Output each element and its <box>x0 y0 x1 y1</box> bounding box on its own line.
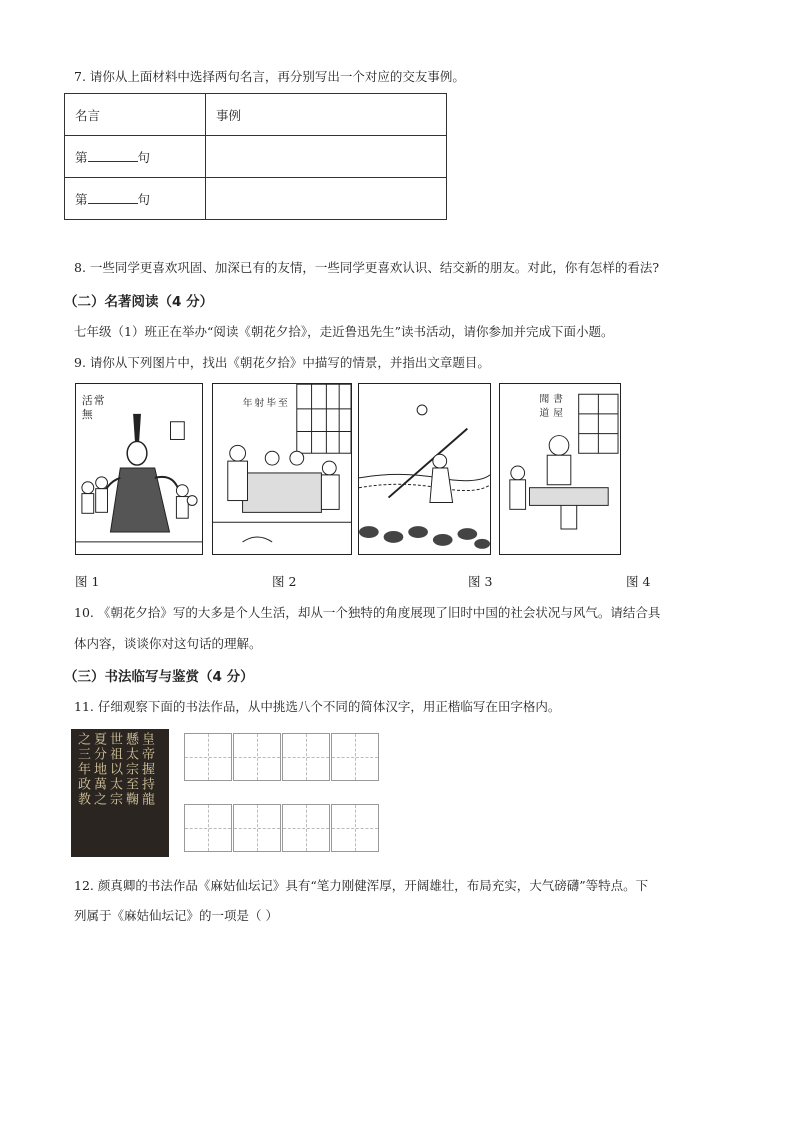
table-cell-example[interactable] <box>206 136 447 178</box>
tianzige-row-1 <box>184 733 380 781</box>
tianzige-cell[interactable] <box>331 804 379 852</box>
svg-text:毕: 毕 <box>266 397 277 409</box>
svg-text:活: 活 <box>81 394 93 408</box>
tianzige-cell[interactable] <box>282 733 330 781</box>
cell-suffix: 句 <box>137 149 151 165</box>
figure-2-caption: 图 2 <box>272 574 297 589</box>
figure-4-image <box>499 383 621 555</box>
svg-text:常: 常 <box>93 394 105 408</box>
svg-text:年: 年 <box>242 397 253 409</box>
svg-text:聞: 聞 <box>539 394 550 406</box>
figure-4-caption: 图 4 <box>626 574 651 589</box>
figure-1-caption: 图 1 <box>75 574 100 589</box>
q10-text-line1: 10. 《朝花夕拾》写的大多是个人生活，却从一个独特的角度展现了旧时中国的社会状况与风气。请结合具 <box>74 605 661 620</box>
section2-intro: 七年级（1）班正在举办“阅读《朝花夕拾》，走近鲁迅先生”读书活动，请你参加并完成下面小题。 <box>74 324 614 339</box>
svg-text:無: 無 <box>81 407 93 421</box>
q12-text-line1: 12. 颜真卿的书法作品《麻姑仙坛记》具有“笔力刚健浑厚，开阔雄壮，布局充实，大气磅礴”等特点。下 <box>74 878 649 893</box>
table-cell-proverb[interactable] <box>65 136 206 178</box>
svg-text:射: 射 <box>254 397 265 409</box>
calligraphy-column: 世祖以太宗 <box>107 732 122 807</box>
table-header-proverb: 名言 <box>65 94 206 136</box>
q11-text: 11. 仔细观察下面的书法作品，从中挑选八个不同的简体汉字，用正楷临写在田字格内。 <box>74 699 561 714</box>
table-header-example: 事例 <box>206 94 447 136</box>
calligraphy-column: 夏分地萬之 <box>91 732 106 807</box>
calligraphy-columns <box>75 732 154 807</box>
fill-blank[interactable] <box>88 193 138 204</box>
fill-blank[interactable] <box>88 151 138 162</box>
q12-text-line2: 列属于《麻姑仙坛记》的一项是（ ） <box>74 908 278 923</box>
melon-field-moon-illustration <box>359 384 490 554</box>
table-row <box>65 178 447 220</box>
classroom-scene-illustration <box>213 384 351 554</box>
q10-text-line2: 体内容，谈谈你对这句话的理解。 <box>74 636 262 651</box>
tianzige-cell[interactable] <box>184 804 232 852</box>
section2-heading: （二）名著阅读（4 分） <box>64 294 214 310</box>
private-school-illustration <box>500 384 620 554</box>
crowd-procession-illustration <box>76 384 202 554</box>
tianzige-cell[interactable] <box>282 804 330 852</box>
proverb-example-table <box>64 93 447 220</box>
q7-text: 7. 请你从上面材料中选择两句名言，再分别写出一个对应的交友事例。 <box>74 69 465 84</box>
figure-1-image <box>75 383 203 555</box>
table-cell-proverb[interactable] <box>65 178 206 220</box>
q9-text: 9. 请你从下列图片中，找出《朝花夕拾》中描写的情景，并指出文章题目。 <box>74 355 490 370</box>
svg-text:道: 道 <box>539 407 550 419</box>
figure-3-image <box>358 383 491 555</box>
tianzige-row-2 <box>184 804 380 852</box>
figure-3-caption: 图 3 <box>468 574 493 589</box>
calligraphy-column: 懸太宗至鞠 <box>123 732 138 807</box>
tianzige-cell[interactable] <box>184 733 232 781</box>
svg-text:屋: 屋 <box>553 407 563 419</box>
table-cell-example[interactable] <box>206 178 447 220</box>
table-header-row <box>65 94 447 136</box>
q8-text: 8. 一些同学更喜欢巩固、加深已有的友情，一些同学更喜欢认识、结交新的朋友。对此，你有怎样的看法? <box>74 260 660 275</box>
tianzige-cell[interactable] <box>233 804 281 852</box>
calligraphy-work-image <box>71 729 169 857</box>
table-row <box>65 136 447 178</box>
cell-prefix: 第 <box>75 191 88 207</box>
tianzige-cell[interactable] <box>233 733 281 781</box>
calligraphy-column: 皇帝握持龍 <box>139 732 154 807</box>
tianzige-cell[interactable] <box>331 733 379 781</box>
cell-suffix: 句 <box>137 191 151 207</box>
svg-text:至: 至 <box>278 397 288 409</box>
section3-heading: （三）书法临写与鉴赏（4 分） <box>64 669 254 685</box>
calligraphy-column: 之三年政教 <box>75 732 90 807</box>
cell-prefix: 第 <box>75 149 88 165</box>
svg-text:書: 書 <box>553 394 563 406</box>
figure-2-image <box>212 383 352 555</box>
